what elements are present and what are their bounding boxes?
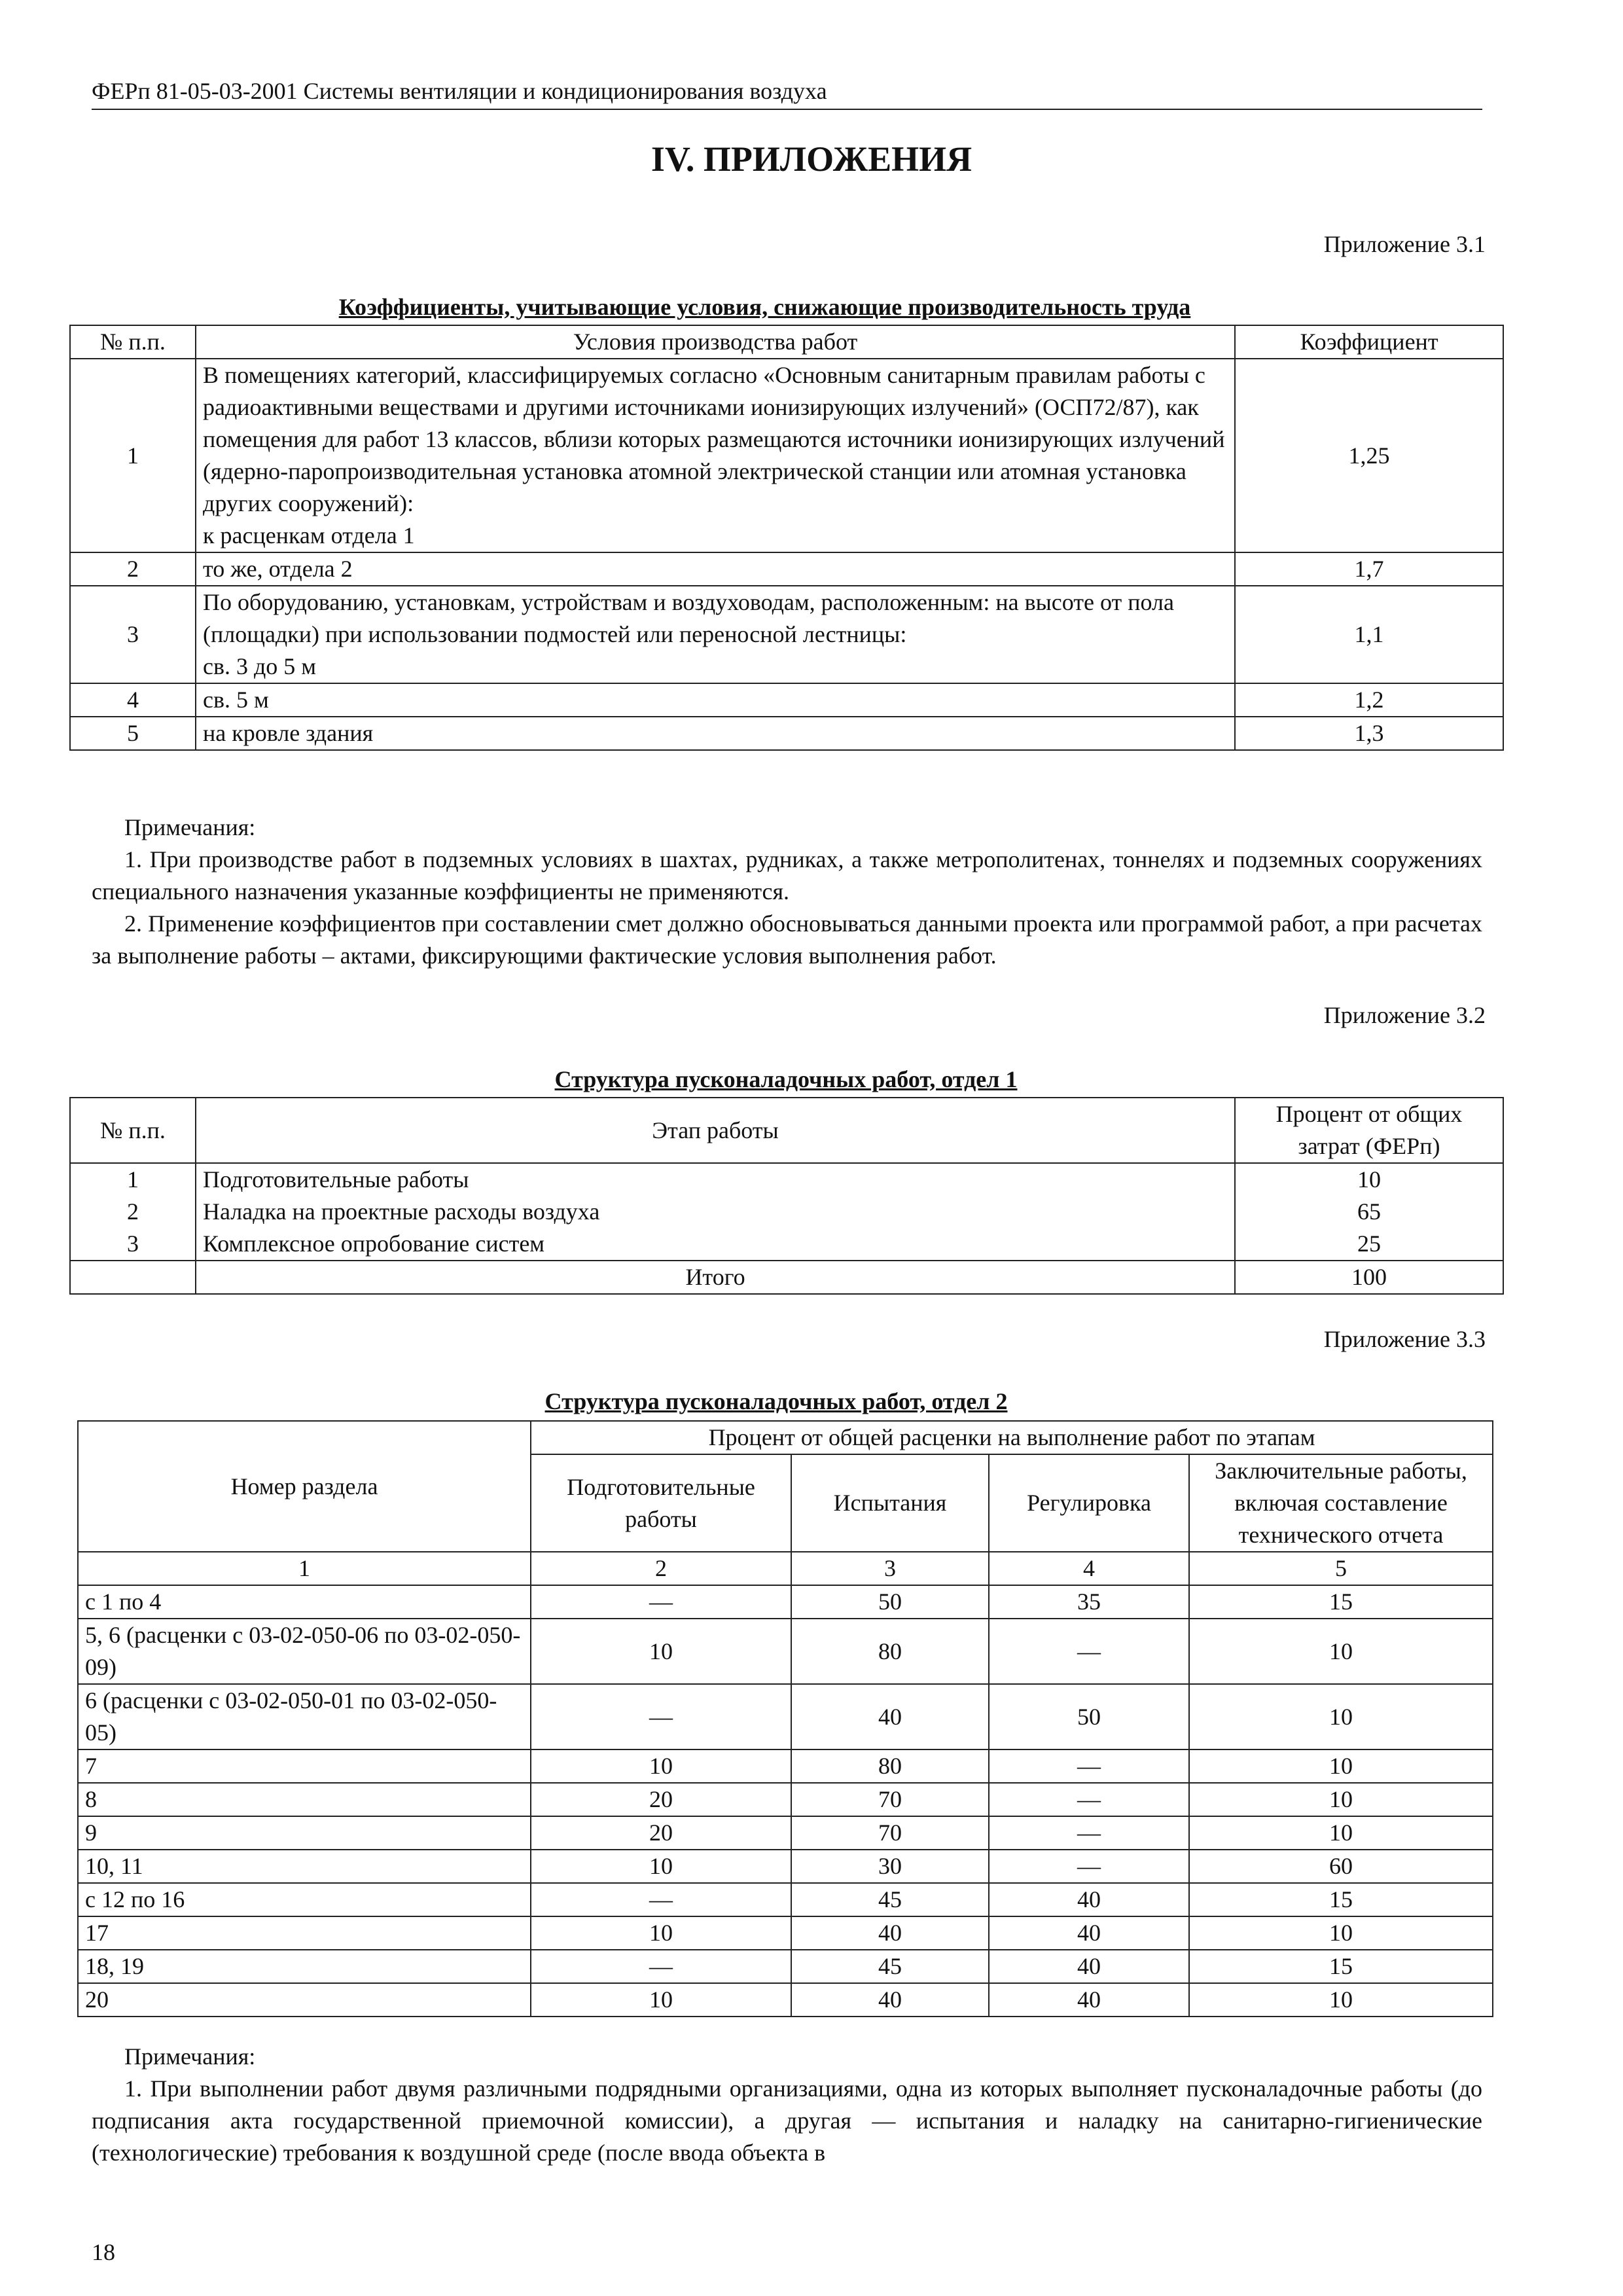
row-test: 40: [791, 1983, 989, 2017]
row-test: 40: [791, 1916, 989, 1950]
col-header-num: № п.п.: [70, 325, 196, 359]
row-adjust: —: [989, 1619, 1189, 1684]
row-final: 60: [1189, 1850, 1493, 1883]
row-prep: 20: [531, 1783, 791, 1816]
row-test: 70: [791, 1783, 989, 1816]
row-coefficient: 1,1: [1235, 586, 1503, 683]
col-header-prep: Подготовительные работы: [531, 1454, 791, 1552]
row-test: 70: [791, 1816, 989, 1850]
row-test: 45: [791, 1950, 989, 1983]
row-percent: 65: [1235, 1196, 1503, 1228]
col-number: 3: [791, 1552, 989, 1585]
table-row: [78, 1816, 1493, 1850]
table-row: [70, 552, 1503, 586]
col-header-adjust: Регулировка: [989, 1454, 1189, 1552]
row-prep: 10: [531, 1619, 791, 1684]
row-coefficient: 1,2: [1235, 683, 1503, 717]
row-condition: [196, 586, 1235, 683]
row-condition-subline: к расценкам отдела 1: [203, 522, 415, 548]
table-3-caption: Структура пусконаладочных работ, отдел 2: [544, 1388, 1008, 1414]
row-test: 40: [791, 1684, 989, 1749]
note-item: 1. При производстве работ в подземных условиях в шахтах, рудниках, а также метрополитенах, тоннелях и подземных сооружениях специального назначения указанные коэффициенты не применяются.: [92, 846, 1482, 905]
row-section: 10, 11: [78, 1850, 531, 1883]
note-item: 2. Применение коэффициентов при составлении смет должно обосновываться данными проекта или программой работ, а при расчетах за выполнение работы – актами, фиксирующими фактические условия выполнения работ.: [92, 910, 1482, 969]
table-1-caption: Коэффициенты, учитывающие условия, снижающие производительность труда: [338, 294, 1191, 320]
table-header-row: [78, 1421, 1493, 1454]
table-row: [70, 717, 1503, 750]
row-section: с 12 по 16: [78, 1883, 531, 1916]
appendix-3-1-label: Приложение 3.1: [1323, 231, 1486, 257]
row-num: 1: [70, 1163, 196, 1196]
row-prep: —: [531, 1883, 791, 1916]
notes-3-1: [92, 812, 1482, 972]
row-test: 45: [791, 1883, 989, 1916]
table-row: [78, 1684, 1493, 1749]
table-coefficients: [69, 325, 1504, 751]
note-item: 1. При выполнении работ двумя различными подрядными организациями, одна из которых выполняет пусконаладочные работы (до подписания акта государственной приемочной комиссии), а другая — испытания и наладку на санитарно-гигиенические (технологические) требования к воздушной среде (после ввода объекта в: [92, 2075, 1482, 2166]
table-header-row: [70, 325, 1503, 359]
row-condition: то же, отдела 2: [196, 552, 1235, 586]
row-final: 10: [1189, 1816, 1493, 1850]
row-prep: 10: [531, 1749, 791, 1783]
row-section: 9: [78, 1816, 531, 1850]
row-final: 10: [1189, 1783, 1493, 1816]
col-number: 4: [989, 1552, 1189, 1585]
table-row: [78, 1850, 1493, 1883]
table-2-caption: Структура пусконаладочных работ, отдел 1: [554, 1066, 1018, 1092]
col-header-final: Заключительные работы, включая составление технического отчета: [1189, 1454, 1493, 1552]
row-section: 18, 19: [78, 1950, 531, 1983]
row-test: 80: [791, 1749, 989, 1783]
row-coefficient: 1,3: [1235, 717, 1503, 750]
total-empty-cell: [70, 1261, 196, 1294]
col-number: 1: [78, 1552, 531, 1585]
col-header-num: № п.п.: [70, 1098, 196, 1163]
row-num: 3: [70, 586, 196, 683]
row-test: 80: [791, 1619, 989, 1684]
row-adjust: 50: [989, 1684, 1189, 1749]
row-final: 15: [1189, 1883, 1493, 1916]
row-section: 17: [78, 1916, 531, 1950]
table-stages-dept1: [69, 1097, 1504, 1295]
running-header: ФЕРп 81-05-03-2001 Системы вентиляции и кондиционирования воздуха: [92, 78, 827, 104]
row-prep: 10: [531, 1916, 791, 1950]
col-number: 5: [1189, 1552, 1493, 1585]
table-row: [78, 1916, 1493, 1950]
page-number: 18: [92, 2239, 115, 2265]
row-prep: 10: [531, 1983, 791, 2017]
total-label: Итого: [196, 1261, 1235, 1294]
table-row: [78, 1883, 1493, 1916]
table-header-row: [70, 1098, 1503, 1163]
table-row: [70, 1228, 1503, 1261]
row-prep: 20: [531, 1816, 791, 1850]
row-section: 20: [78, 1983, 531, 2017]
row-final: 15: [1189, 1585, 1493, 1619]
table-row: [70, 683, 1503, 717]
col-header-test: Испытания: [791, 1454, 989, 1552]
row-final: 10: [1189, 1684, 1493, 1749]
row-coefficient: 1,7: [1235, 552, 1503, 586]
row-condition-subline: св. 3 до 5 м: [203, 653, 317, 679]
row-adjust: 40: [989, 1950, 1189, 1983]
col-header-section: Номер раздела: [78, 1421, 531, 1552]
table-row: [70, 1196, 1503, 1228]
appendix-3-3-label: Приложение 3.3: [1323, 1326, 1486, 1352]
col-number: 2: [531, 1552, 791, 1585]
notes-3-3: [92, 2041, 1482, 2169]
table-row: [70, 586, 1503, 683]
row-adjust: —: [989, 1850, 1189, 1883]
table-stages-dept2: [77, 1420, 1493, 2017]
col-header-percent: Процент от общих затрат (ФЕРп): [1235, 1098, 1503, 1163]
row-num: 2: [70, 1196, 196, 1228]
row-condition: св. 5 м: [196, 683, 1235, 717]
row-prep: —: [531, 1684, 791, 1749]
table-row: [78, 1950, 1493, 1983]
row-percent: 25: [1235, 1228, 1503, 1261]
row-adjust: —: [989, 1783, 1189, 1816]
row-final: 10: [1189, 1916, 1493, 1950]
row-section: 7: [78, 1749, 531, 1783]
row-adjust: —: [989, 1816, 1189, 1850]
row-adjust: 40: [989, 1983, 1189, 2017]
row-condition: [196, 359, 1235, 552]
table-row: [78, 1585, 1493, 1619]
row-final: 15: [1189, 1950, 1493, 1983]
row-num: 4: [70, 683, 196, 717]
table-row: [78, 1619, 1493, 1684]
table-total-row: [70, 1261, 1503, 1294]
row-num: 2: [70, 552, 196, 586]
row-condition-text: По оборудованию, установкам, устройствам и воздуховодам, расположенным: на высоте от пола (площадки) при использовании подмостей или переносной лестницы:: [203, 589, 1174, 647]
row-adjust: 35: [989, 1585, 1189, 1619]
row-final: 10: [1189, 1619, 1493, 1684]
table-row: [70, 359, 1503, 552]
row-adjust: 40: [989, 1916, 1189, 1950]
col-header-coefficient: Коэффициент: [1235, 325, 1503, 359]
notes-heading: Примечания:: [124, 814, 256, 840]
table-row: [70, 1163, 1503, 1196]
row-stage: Подготовительные работы: [196, 1163, 1235, 1196]
table-row: [78, 1983, 1493, 2017]
row-coefficient: 1,25: [1235, 359, 1503, 552]
row-section: 6 (расценки с 03-02-050-01 по 03-02-050-05): [78, 1684, 531, 1749]
row-stage: Наладка на проектные расходы воздуха: [196, 1196, 1235, 1228]
col-header-condition: Условия производства работ: [196, 325, 1235, 359]
row-test: 50: [791, 1585, 989, 1619]
appendix-3-2-label: Приложение 3.2: [1323, 1002, 1486, 1028]
row-stage: Комплексное опробование систем: [196, 1228, 1235, 1261]
row-adjust: 40: [989, 1883, 1189, 1916]
row-section: 8: [78, 1783, 531, 1816]
table-body: [78, 1585, 1493, 2017]
row-percent: 10: [1235, 1163, 1503, 1196]
row-prep: 10: [531, 1850, 791, 1883]
row-final: 10: [1189, 1749, 1493, 1783]
row-test: 30: [791, 1850, 989, 1883]
header-rule: [92, 109, 1482, 110]
row-section: 5, 6 (расценки с 03-02-050-06 по 03-02-050-09): [78, 1619, 531, 1684]
row-num: 1: [70, 359, 196, 552]
row-condition: на кровле здания: [196, 717, 1235, 750]
col-header-stage: Этап работы: [196, 1098, 1235, 1163]
row-section: с 1 по 4: [78, 1585, 531, 1619]
row-adjust: —: [989, 1749, 1189, 1783]
total-value: 100: [1235, 1261, 1503, 1294]
notes-heading: Примечания:: [124, 2043, 256, 2070]
row-prep: —: [531, 1950, 791, 1983]
col-header-group: Процент от общей расценки на выполнение работ по этапам: [531, 1421, 1493, 1454]
row-num: 5: [70, 717, 196, 750]
col-number-row: [78, 1552, 1493, 1585]
row-condition-text: В помещениях категорий, классифицируемых согласно «Основным санитарным правилам работы с радиоактивными веществами и другими источниками ионизирующих излучений» (ОСП72/87), как помещения для работ 13 классов, вблизи которых размещаются источники ионизирующих излучений (ядерно-паропроизводительная установка атомной электрической станции или атомная установка других сооружений):: [203, 362, 1225, 516]
row-final: 10: [1189, 1983, 1493, 2017]
table-row: [78, 1749, 1493, 1783]
section-title: IV. ПРИЛОЖЕНИЯ: [651, 139, 972, 179]
table-row: [78, 1783, 1493, 1816]
row-num: 3: [70, 1228, 196, 1261]
row-prep: —: [531, 1585, 791, 1619]
